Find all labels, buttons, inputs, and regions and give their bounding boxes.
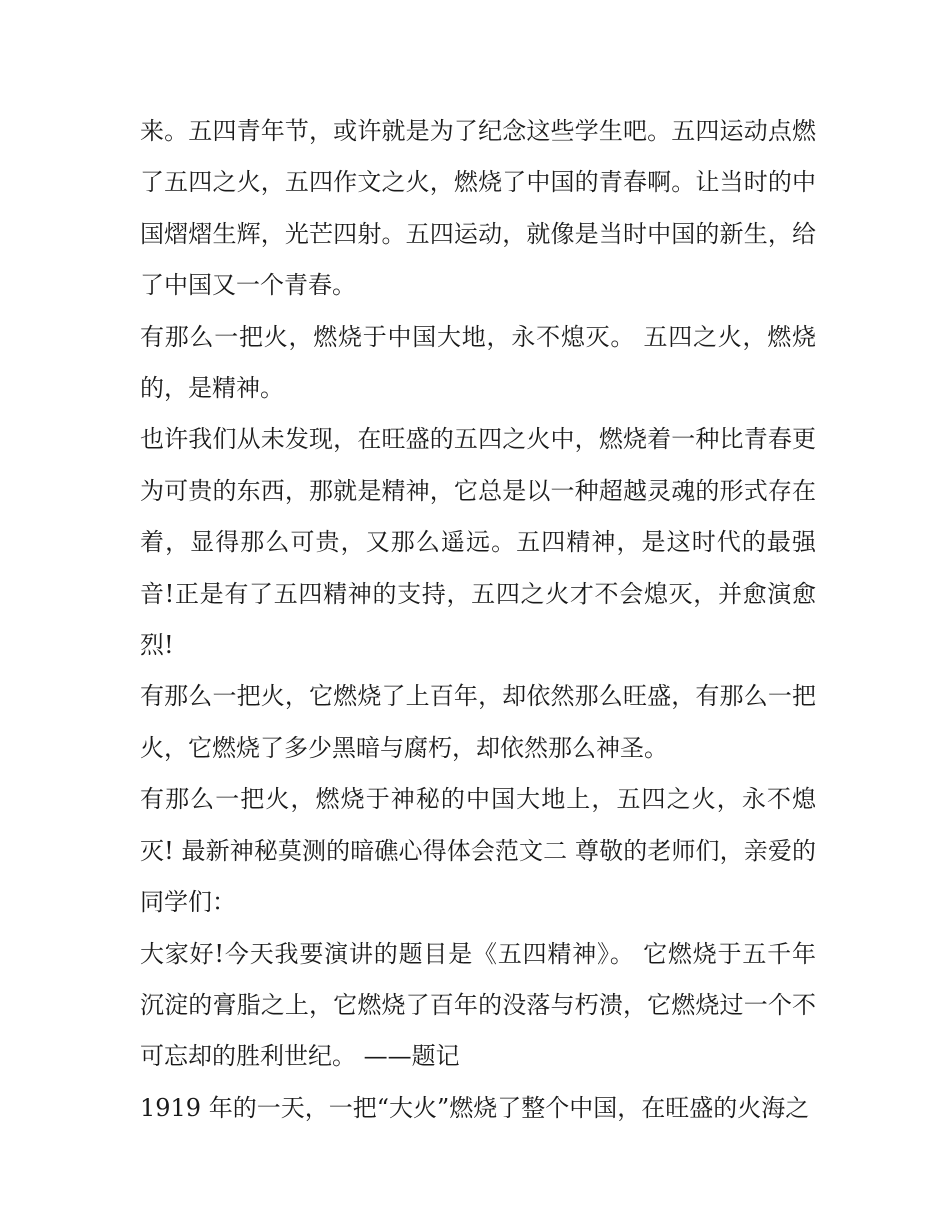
document-body <box>140 106 816 1134</box>
paragraph: 大家好!今天我要演讲的题目是《五四精神》。 它燃烧于五千年沉淀的膏脂之上，它燃烧了百年的没落与朽溃，它燃烧过一个不可忘却的胜利世纪。 ——题记 <box>140 939 816 1071</box>
paragraph: 来。五四青年节，或许就是为了纪念这些学生吧。五四运动点燃了五四之火，五四作文之火，燃烧了中国的青春啊。让当时的中国熠熠生辉，光芒四射。五四运动，就像是当时中国的新生，给了中国又一个青春。 <box>140 117 816 300</box>
paragraph: 有那么一把火，燃烧于神秘的中国大地上，五四之火，永不熄灭! 最新神秘莫测的暗礁心得体会范文二 尊敬的老师们，亲爱的同学们： <box>140 785 816 917</box>
paragraph: 也许我们从未发现，在旺盛的五四之火中，燃烧着一种比青春更为可贵的东西，那就是精神，它总是以一种超越灵魂的形式存在着，显得那么可贵，又那么遥远。五四精神，是这时代的最强音!正是有了五四精神的支持，五四之火才不会熄灭，并愈演愈烈! <box>140 425 816 660</box>
paragraph: 有那么一把火，它燃烧了上百年，却依然那么旺盛，有那么一把火，它燃烧了多少黑暗与腐朽，却依然那么神圣。 <box>140 682 816 762</box>
paragraph: 1919 年的一天，一把“大火”燃烧了整个中国，在旺盛的火海之 <box>140 1093 810 1122</box>
paragraph: 有那么一把火，燃烧于中国大地，永不熄灭。 五四之火，燃烧的，是精神。 <box>140 322 816 403</box>
